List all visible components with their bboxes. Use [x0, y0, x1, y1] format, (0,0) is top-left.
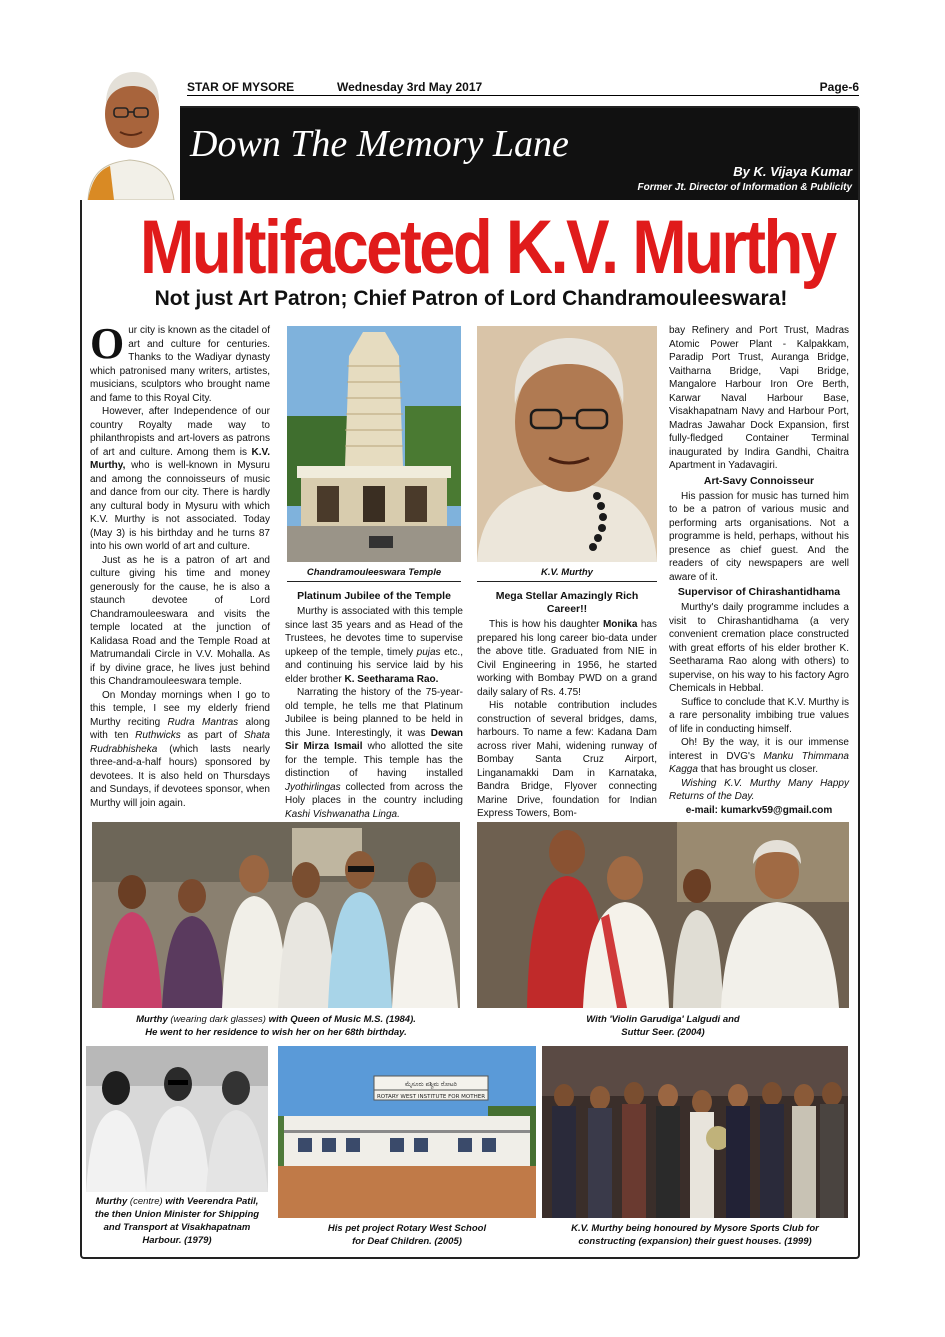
photo-mysore-sports-club	[542, 1046, 848, 1218]
text: who allotted the site for the temple. This temple has the distinction of having installed	[285, 741, 463, 779]
page-number: Page-6	[819, 80, 859, 94]
article-column-1	[90, 319, 270, 810]
text: ur city is known as the citadel of art and culture for centuries. Thanks to the Wadiyar dynasty which patronised many writers, artistes, musicians, sculptors who brought name and fame to this Royal City.	[90, 325, 270, 404]
text-italic: Rudra Mantras	[167, 716, 239, 728]
text: K.V. Murthy being honoured by Mysore Sports Club for	[571, 1223, 819, 1234]
text: with Queen of Music M.S. (1984).	[268, 1014, 416, 1025]
text: (wearing dark glasses)	[170, 1014, 266, 1025]
text: along with ten	[90, 716, 270, 741]
text-italic: Jyothirlingas	[285, 781, 341, 793]
caption-ms-subbulakshmi	[92, 1013, 460, 1039]
murthy-portrait-photo	[477, 326, 657, 562]
text: for Deaf Children. (2005)	[352, 1236, 462, 1247]
text: collected from across the Holy places in the country including	[285, 781, 463, 806]
section-heading: Art-Savy Connoisseur	[703, 474, 815, 487]
paragraph	[669, 696, 849, 737]
subheadline: Not just Art Patron; Chief Patron of Lord Chandramouleeswara!	[154, 287, 788, 310]
text: Murthy	[95, 1196, 128, 1207]
text-bold: Dewan Sir Mirza Ismail	[285, 727, 463, 752]
drop-cap: O	[90, 319, 125, 368]
author-designation: Former Jt. Director of Information & Publicity	[637, 182, 852, 193]
text: has prepared his long career bio-data under the above title. Graduated from NIE in Civil Engineering in 1956, he started working with Bombay PWD on a grand daily salary of Rs. 4.75!	[477, 619, 657, 698]
text: He went to her residence to wish her on her 68th birthday.	[145, 1027, 407, 1038]
text: His pet project Rotary West School	[327, 1223, 487, 1234]
article-column-3	[477, 588, 657, 821]
caption-temple: Chandramouleeswara Temple	[306, 567, 442, 578]
text: Murthy is associated with this temple since last 35 years and as Head of the Trustees, he devotes time to supervise upkeep of the temple, timely	[285, 606, 463, 658]
caption-sports-club	[542, 1222, 848, 1248]
text: With 'Violin Garudiga' Lalgudi and	[586, 1014, 740, 1025]
paragraph	[90, 405, 270, 554]
paragraph	[669, 601, 849, 696]
text: the then Union Minister for Shipping	[94, 1209, 260, 1220]
photo-lalgudi-suttur-seer	[477, 822, 849, 1008]
text: On Monday mornings when I go to this temple, I see my elderly friend Murthy reciting	[90, 689, 270, 728]
section-heading: Mega Stellar Amazingly Rich Career!!	[495, 590, 639, 615]
byline	[638, 164, 852, 193]
paragraph	[477, 618, 657, 699]
text: as part of	[180, 730, 244, 741]
photo-veerendra-patil	[86, 1046, 268, 1192]
paragraph	[285, 686, 463, 821]
issue-date: Wednesday 3rd May 2017	[337, 80, 483, 94]
caption-rotary-school	[278, 1222, 536, 1248]
paragraph	[669, 490, 849, 585]
article-column-2	[285, 588, 463, 821]
divider	[287, 581, 461, 582]
caption-lalgudi	[477, 1013, 849, 1039]
photo-ms-subbulakshmi	[92, 822, 460, 1008]
paragraph	[90, 319, 270, 405]
text: Oh! By the way, it is our immense interest in DVG's	[669, 737, 849, 762]
text: (which lasts nearly three-and-a-half hours) sponsored by devotees. It is also held on Thursdays and Sundays, if devotees sponsor, when Murthy will join again.	[90, 743, 270, 809]
text-bold: K.V. Murthy,	[90, 446, 270, 471]
text: and Transport at Visakhapatnam	[103, 1222, 251, 1233]
text-italic: Kashi Vishwanatha Linga.	[285, 808, 400, 820]
divider	[477, 581, 657, 582]
section-heading: Platinum Jubilee of the Temple	[297, 590, 451, 602]
text-italic: pujas	[416, 646, 441, 658]
column-banner	[82, 108, 858, 200]
paragraph	[285, 605, 463, 686]
text: His notable contribution includes construction of several bridges, dams, harbours. To name a few: Kadana Dam across river Mahi, widening runway of Bombay Santa Cruz Airport, Linganamakki Dam in Karnataka, Bandra Bridge, Flyover connecting Marine Drive, foundation for Indian Express Towers, Bom-	[477, 700, 657, 819]
text: with Veerendra Patil,	[165, 1196, 259, 1207]
masthead	[187, 80, 859, 96]
text-bold: K. Seetharama Rao.	[344, 673, 439, 685]
text: Murthy	[136, 1014, 168, 1025]
text-italic: Ruthwicks	[135, 730, 181, 741]
author-name: By K. Vijaya Kumar	[733, 164, 852, 179]
column-title: Down The Memory Lane	[190, 123, 569, 165]
svg-text:ಮೈಸೂರು ಪಶ್ಚಿಮ ರೋಟರಿ: ಮೈಸೂರು ಪಶ್ಚಿಮ ರೋಟರಿ	[405, 1081, 457, 1088]
birthday-wish: Wishing K.V. Murthy Many Happy Returns of the Day.	[669, 777, 849, 802]
text: However, after Independence of our country Royalty made way to philanthropists and art-lovers as patrons of art and culture. Among them is	[90, 406, 270, 458]
temple-photo	[287, 326, 461, 562]
text: (centre)	[129, 1196, 163, 1207]
photo-rotary-west-school	[278, 1046, 536, 1218]
article-column-4	[669, 324, 849, 817]
text: Narrating the history of the 75-year-old temple, he tells me that Platinum Jubilee is being planned to be held in this June. Interestingly, it was	[285, 687, 463, 739]
text: This is how his daughter	[489, 619, 603, 630]
paragraph	[477, 699, 657, 821]
text-italic: Manku Thimmana Kagga	[669, 750, 849, 775]
text: that has brought us closer.	[697, 764, 818, 775]
paragraph	[90, 689, 270, 811]
text: Just as he is a patron of art and culture giving his time and money generously for the cause, he is also a staunch devotee of Lord Chandramouleeswara and visits the temple located at the junction of Kalidasa Road and the Temple Road at Matrumandali Circle in V.V. Mohalla. As if by divine grace, he lives just behind this Chandramouleeswara temple.	[90, 554, 270, 687]
text: e-mail: kumarkv59@gmail.com	[685, 804, 833, 816]
headline: Multifaceted K.V. Murthy	[139, 205, 835, 290]
section-heading: Supervisor of Chirashantidhama	[677, 586, 841, 598]
school-signboard: ROTARY WEST INSTITUTE FOR MOTHER	[376, 1094, 486, 1100]
author-portrait	[80, 66, 180, 200]
text-bold: Monika	[602, 619, 638, 630]
text: His passion for music has turned him to be a patron of various music and performing arts organisations. Not a programme is held, perhaps, without his presence as chief guest. And the readers of city newspapers are well aware of it.	[669, 490, 849, 583]
text: who is well-known in Mysuru and among the connoisseurs of music and dance from our city. There is hardly any cultural body in Mysuru with which K.V. Murthy is not associated. Today (May 3) is his birthday and he turns 87 into his own world of art and culture.	[90, 460, 270, 552]
text: bay Refinery and Port Trust, Madras Atomic Power Plant - Kalpakkam, Paradip Port Trust, Auranga Bridge, Vaitharna Bridge, Vapi Bridge, Mangalore Harbour Iron Ore Berth, Karwar Naval Harbour Base, Visakhapatnam Navy and Harbour Port, Madras Jawahar Dock Expansion, first fully-fledged Container Terminal inaugurated by Indira Gandhi, Chaitra Apartment in Yadavagiri.	[669, 325, 849, 471]
text-italic: Shata Rudrabhisheka	[90, 730, 270, 755]
author-email	[669, 804, 849, 818]
text: Suffice to conclude that K.V. Murthy is a rare personality imbibing true values of life in conducting himself.	[669, 696, 849, 735]
text: constructing (expansion) their guest houses. (1999)	[578, 1236, 812, 1247]
caption-veerendra-patil	[80, 1195, 274, 1247]
caption-murthy: K.V. Murthy	[541, 567, 593, 578]
text: Harbour. (1979)	[142, 1235, 212, 1246]
text: Murthy's daily programme includes a visit to Chirashantidhama (a very convenient cremation place constructed with great efforts of his elder brother K. Seetharama Rao along with others) to supervise, on his way to his factory Agro Chemicals in Hebbal.	[669, 602, 849, 694]
paragraph	[669, 777, 849, 804]
text: Suttur Seer. (2004)	[621, 1027, 705, 1038]
text: etc., and continuing his service laid by his elder brother	[285, 646, 463, 685]
paragraph	[669, 736, 849, 777]
paper-name: STAR OF MYSORE	[187, 80, 295, 94]
paragraph	[90, 554, 270, 689]
paragraph	[669, 324, 849, 473]
